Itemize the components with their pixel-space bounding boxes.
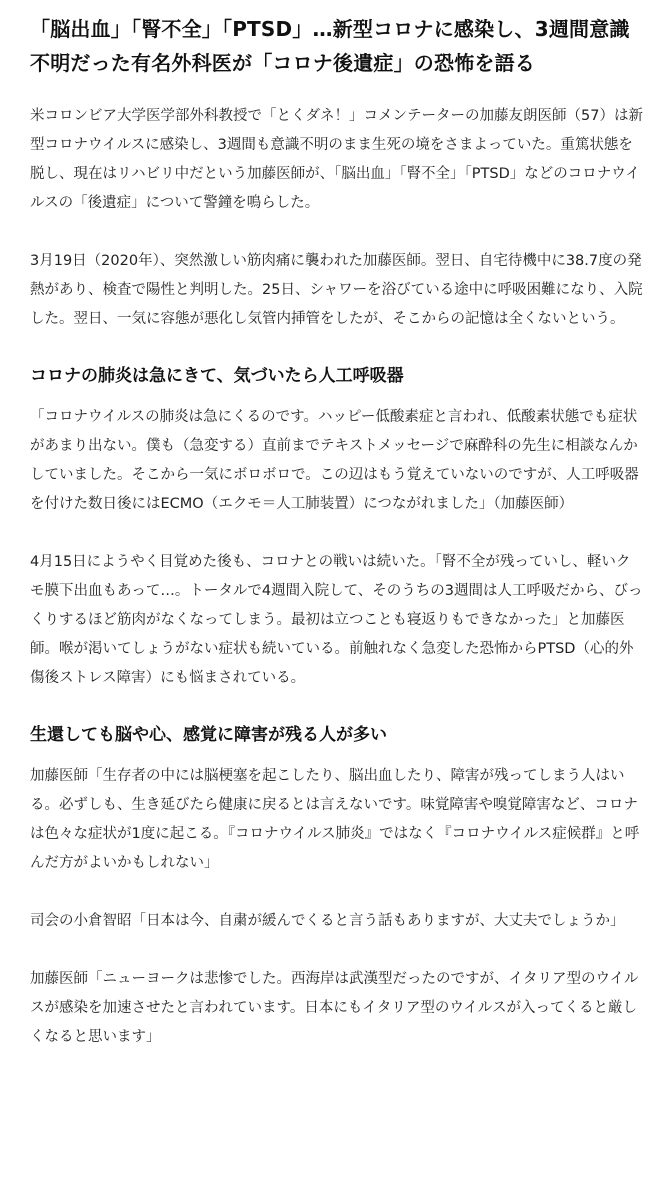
paragraph-quote-pneumonia: 「コロナウイルスの肺炎は急にくるのです。ハッピー低酸素症と言われ、低酸素状態でも症状があまり出ない。僕も（急変する）直前までテキストメッセージで麻酔科の先生に相談なんかしていました。そこから一気にボロボロで。この辺はもう覚えていないのですが、人工呼吸器を付けた数日後にはECMO（エクモ＝人工肺装置）につながれました」（加藤医師）	[30, 409, 639, 512]
subheading-aftereffects: 生還しても脳や心、感覚に障害が残る人が多い	[30, 725, 387, 745]
paragraph-recovery: 4月15日にようやく目覚めた後も、コロナとの戦いは続いた。「腎不全が残っていし、軽いクモ膜下出血もあって…。トータルで4週間入院して、そのうちの3週間は人工呼吸だから、びっくりするほど筋肉がなくなってしまう。最初は立つことも寝返りもできなかった」と加藤医師。喉が渇いてしょうがない症状も続いている。前触れなく急変した恐怖からPTSD（心的外傷後ストレス障害）にも悩まされている。	[30, 554, 643, 686]
paragraph-timeline: 3月19日（2020年）、突然激しい筋肉痛に襲われた加藤医師。翌日、自宅待機中に38.7度の発熱があり、検査で陽性と判明した。25日、シャワーを浴びている途中に呼吸困難になり、入院した。翌日、一気に容態が悪化し気管内挿管をしたが、そこからの記憶は全くないという。	[30, 253, 643, 327]
paragraph-intro: 米コロンビア大学医学部外科教授で「とくダネ！」コメンテーターの加藤友朗医師（57）は新型コロナウイルスに感染し、3週間も意識不明のまま生死の境をさまよっていた。重篤状態を脱し、現在はリハビリ中だという加藤医師が、「脳出血」「腎不全」「PTSD」などのコロナウイルスの「後遺症」について警鐘を鳴らした。	[30, 108, 643, 211]
paragraph-host-question: 司会の小倉智昭「日本は今、自粛が緩んでくると言う話もありますが、大丈夫でしょうか」	[30, 913, 625, 929]
paragraph-quote-survivors: 加藤医師「生存者の中には脳梗塞を起こしたり、脳出血したり、障害が残ってしまう人はいる。必ずしも、生き延びたら健康に戻るとは言えないです。味覚障害や嗅覚障害など、コロナは色々な症状が1度に起こる。『コロナウイルス肺炎』ではなく『コロナウイルス症候群』と呼んだ方がよいかもしれない」	[30, 768, 640, 871]
article-headline: 「脳出血」「腎不全」「PTSD」…新型コロナに感染し、3週間意識不明だった有名外科医が「コロナ後遺症」の恐怖を語る	[30, 17, 630, 75]
subheading-pneumonia: コロナの肺炎は急にきて、気づいたら人工呼吸器	[30, 366, 404, 386]
paragraph-quote-newyork: 加藤医師「ニューヨークは悲惨でした。西海岸は武漢型だったのですが、イタリア型のウイルスが感染を加速させたと言われています。日本にもイタリア型のウイルスが入ってくると厳しくなると思います」	[30, 971, 639, 1045]
